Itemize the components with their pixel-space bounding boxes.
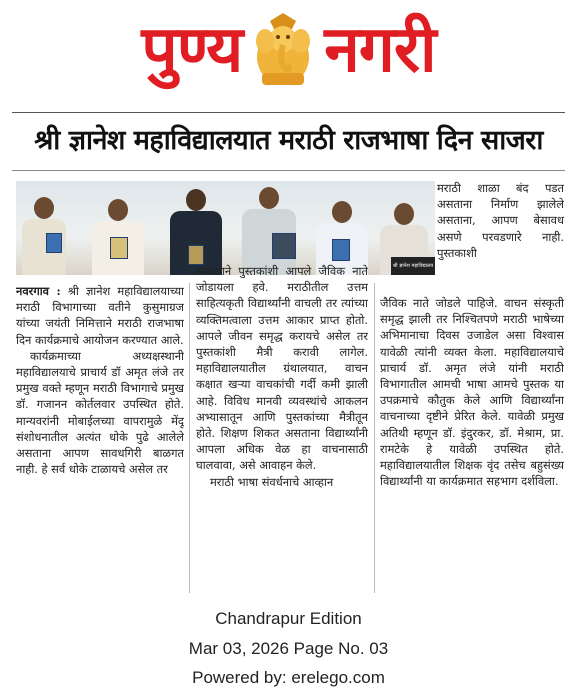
column-divider: [189, 283, 190, 593]
masthead-rule: [12, 112, 565, 113]
edition-label: Chandrapur Edition: [215, 609, 362, 628]
article-column-right-top: [437, 180, 564, 292]
event-photo: [16, 181, 435, 275]
photo-person: [312, 181, 372, 275]
article-headline: श्री ज्ञानेश महाविद्यालयात मराठी राजभाषा दिन साजरा: [34, 125, 543, 156]
photo-person: [166, 181, 226, 275]
article-paragraph: मराठी शाळा बंद पडत असताना निर्माण झालेले असताना, आपण बेसावध असणे परवडणारे नाही. पुस्तकाशी: [437, 181, 564, 260]
article-paragraph: समाजाने पुस्तकांशी आपले जैविक नाते जोडायला हवे. मराठीतील उत्तम साहित्यकृती विद्यार्थ्यांनी वाचली तर त्यांच्या व्यक्तिमत्वाला उत्तम आकार प्राप्त होतो. आपले जीवन समृद्ध करायचे असेल तर पुस्तकांशी मैत्री करावी लागेल. महाविद्यालयातील ग्रंथालयात, वाचन कक्षात खऱ्या वाचकांची गर्दी कमी झाली आहे. विविध मानवी व्यवस्थांचे आकलन अभ्यासातून आणि पुस्तकांच्या मैत्रीतून होते. शिक्षण शिकत असताना विद्यार्थ्यांनी आपला अधिक वेळ हा वाचनासाठी घालवावा, असे आवाहन केले.: [196, 264, 368, 473]
article-paragraph: [16, 283, 184, 348]
headline-rule: [12, 170, 565, 171]
powered-by-label: Powered by: erelego.com: [192, 668, 385, 687]
masthead-word-left: पुण्य: [141, 13, 243, 87]
column-divider: [374, 283, 375, 593]
dateline: नवरगाव :: [16, 284, 61, 298]
photo-banner: [391, 257, 435, 275]
article-column-2: [196, 263, 368, 593]
article-paragraph: कार्यक्रमाच्या अध्यक्षस्थानी महाविद्यालयाचे प्राचार्य डॉ अमृत लंजे तर प्रमुख वक्ते म्हणून मराठी विभागाचे प्रमुख डॉ. गजानन कोर्तलवार उपस्थित होते. मान्यवरांनी मोबाईलच्या वापरामुळे मेंदू संशोधनातील अत्यंत धोके पुढे आलेले असताना आपण सावधगिरी बाळगत नाही. हे सर्व धोके टाळायचे असेल तर: [16, 348, 184, 477]
article-text: श्री ज्ञानेश महाविद्यालयाच्या मराठी विभागाच्या वतीने कुसुमाग्रज यांच्या जयंती निमित्ताने मराठी राजभाषा दिन कार्यक्रमाचे आयोजन करण्यात आले.: [16, 284, 184, 347]
photo-person: [88, 181, 148, 275]
photo-person: [238, 181, 300, 275]
article-column-1: [16, 283, 184, 593]
photo-person: [20, 181, 68, 275]
date-page-label: Mar 03, 2026 Page No. 03: [188, 639, 389, 658]
masthead: [0, 0, 577, 100]
masthead-word-right: नगरी: [324, 13, 436, 87]
photo-banner-text: श्री ज्ञानेश महाविद्यालय: [392, 263, 434, 269]
ganesha-icon: [248, 11, 318, 89]
article-column-3: [380, 295, 564, 593]
article-paragraph: मराठी भाषा संवर्धनाचे आव्हान: [210, 474, 334, 489]
article-paragraph: जैविक नाते जोडले पाहिजे. वाचन संस्कृती समृद्ध झाली तर निश्चितपणे मराठी भाषेच्या अभिमानाचा दिवस उजाडेल असा विश्वास यावेळी त्यांनी व्यक्त केला. महाविद्यालयाचे प्राचार्य डॉ. अमृत लंजे यांनी मराठी विभागातील आमची भाषा आमचे पुस्तक या उपक्रमाचे कौतुक केले आणि विद्यार्थ्यांना वाचनाच्या दृष्टीने प्रेरित केले. यावेळी प्रमुख अतिथी म्हणून डॉ. इंदुरकर, डॉ. मेश्राम, प्रा. रामटेके हे यावेळी उपस्थित होते. महाविद्यालयातील शिक्षक वृंद तसेच बहुसंख्य विद्यार्थ्यांनी या कार्यक्रमात सहभाग दर्शविला.: [380, 296, 564, 489]
